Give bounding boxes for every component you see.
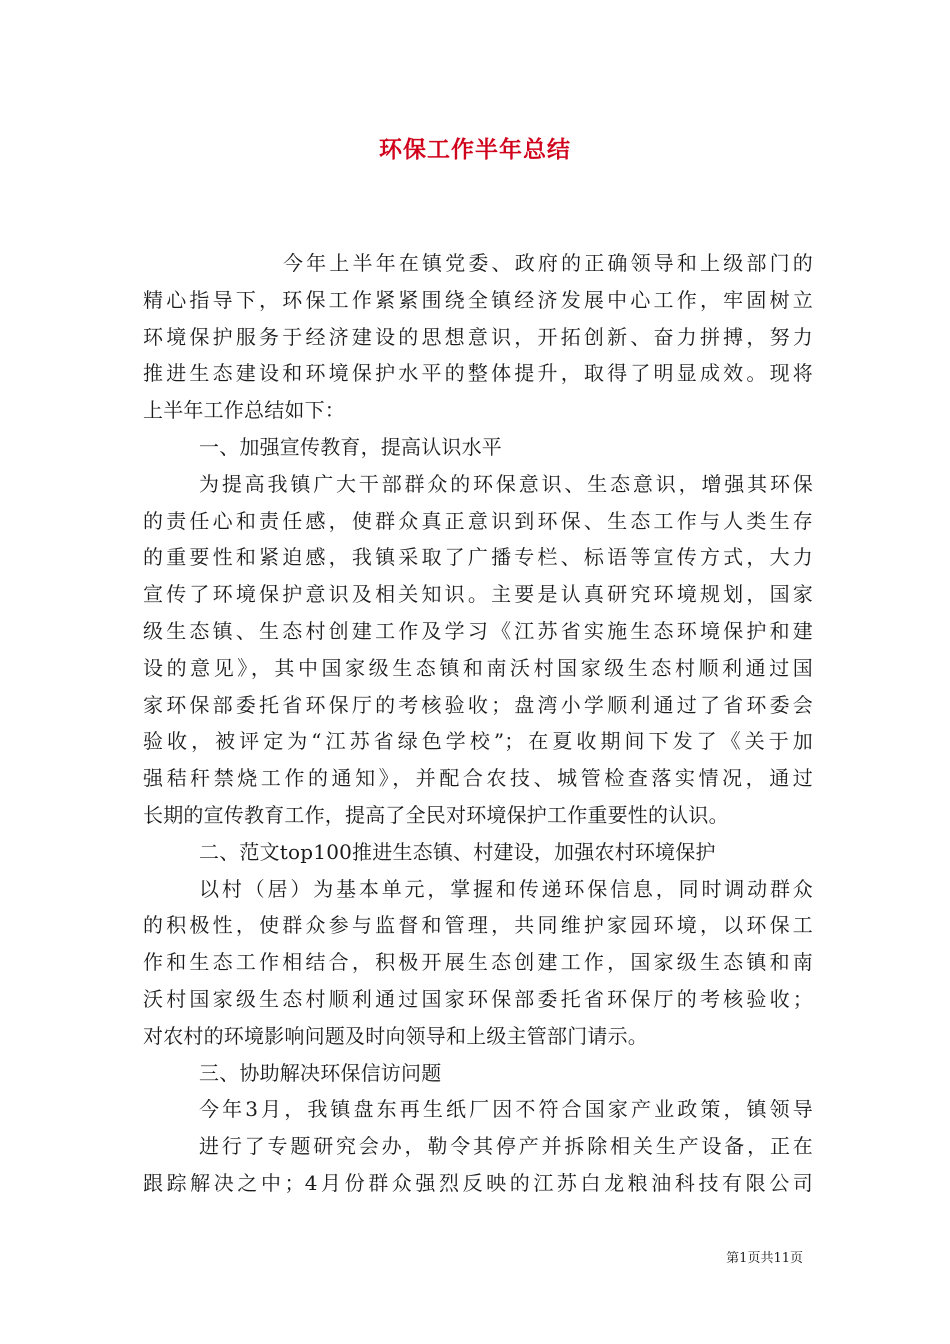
text-line: 宣传了环境保护意识及相关知识。主要是认真研究环境规划，国家: [143, 582, 813, 607]
document-body: [143, 245, 813, 1202]
text-line: 长期的宣传教育工作，提高了全民对环境保护工作重要性的认识。: [143, 802, 729, 827]
text-line: 三、协助解决环保信访问题: [199, 1060, 442, 1085]
text-line: 的责任心和责任感，使群众真正意识到环保、生态工作与人类生存: [143, 508, 813, 533]
text-line: 强秸秆禁烧工作的通知》，并配合农技、城管检查落实情况，通过: [143, 766, 813, 791]
text-line: 对农村的环境影响问题及时向领导和上级主管部门请示。: [143, 1023, 648, 1048]
text-line: 进行了专题研究会办，勒令其停产并拆除相关生产设备，正在: [199, 1134, 813, 1159]
text-line: 一、加强宣传教育，提高认识水平: [199, 434, 502, 459]
text-line: 跟踪解决之中；4月份群众强烈反映的江苏白龙粮油科技有限公司: [143, 1170, 813, 1195]
text-line: 作和生态工作相结合，积极开展生态创建工作，国家级生态镇和南: [143, 950, 813, 975]
page-footer: 第1页共11页: [726, 1251, 803, 1266]
text-line: 精心指导下，环保工作紧紧围绕全镇经济发展中心工作，牢固树立: [143, 287, 813, 312]
document-title: 环保工作半年总结: [379, 136, 571, 163]
text-line: 家环保部委托省环保厅的考核验收；盘湾小学顺利通过了省环委会: [143, 692, 813, 717]
text-line: 的积极性，使群众参与监督和管理，共同维护家园环境，以环保工: [143, 913, 813, 938]
text-line: 推进生态建设和环境保护水平的整体提升，取得了明显成效。现将: [143, 361, 813, 386]
text-line: 的重要性和紧迫感，我镇采取了广播专栏、标语等宣传方式，大力: [143, 545, 813, 570]
text-line: 今年3月，我镇盘东再生纸厂因不符合国家产业政策，镇领导: [199, 1097, 813, 1122]
text-line: 今年上半年在镇党委、政府的正确领导和上级部门的: [283, 251, 813, 275]
text-line: 级生态镇、生态村创建工作及学习《江苏省实施生态环境保护和建: [143, 618, 813, 643]
text-line: 环境保护服务于经济建设的思想意识，开拓创新、奋力拼搏，努力: [143, 324, 813, 349]
text-line: 以村（居）为基本单元，掌握和传递环保信息，同时调动群众: [199, 876, 813, 901]
text-line: 为提高我镇广大干部群众的环保意识、生态意识，增强其环保: [199, 471, 813, 496]
text-line: 二、范文top100推进生态镇、村建设，加强农村环境保护: [199, 839, 716, 864]
text-line: 沃村国家级生态村顺利通过国家环保部委托省环保厅的考核验收；: [143, 986, 813, 1011]
text-line: 设的意见》，其中国家级生态镇和南沃村国家级生态村顺利通过国: [143, 655, 813, 680]
text-line: 上半年工作总结如下：: [143, 398, 345, 423]
text-line: 验收，被评定为“江苏省绿色学校”；在夏收期间下发了《关于加: [143, 729, 813, 754]
